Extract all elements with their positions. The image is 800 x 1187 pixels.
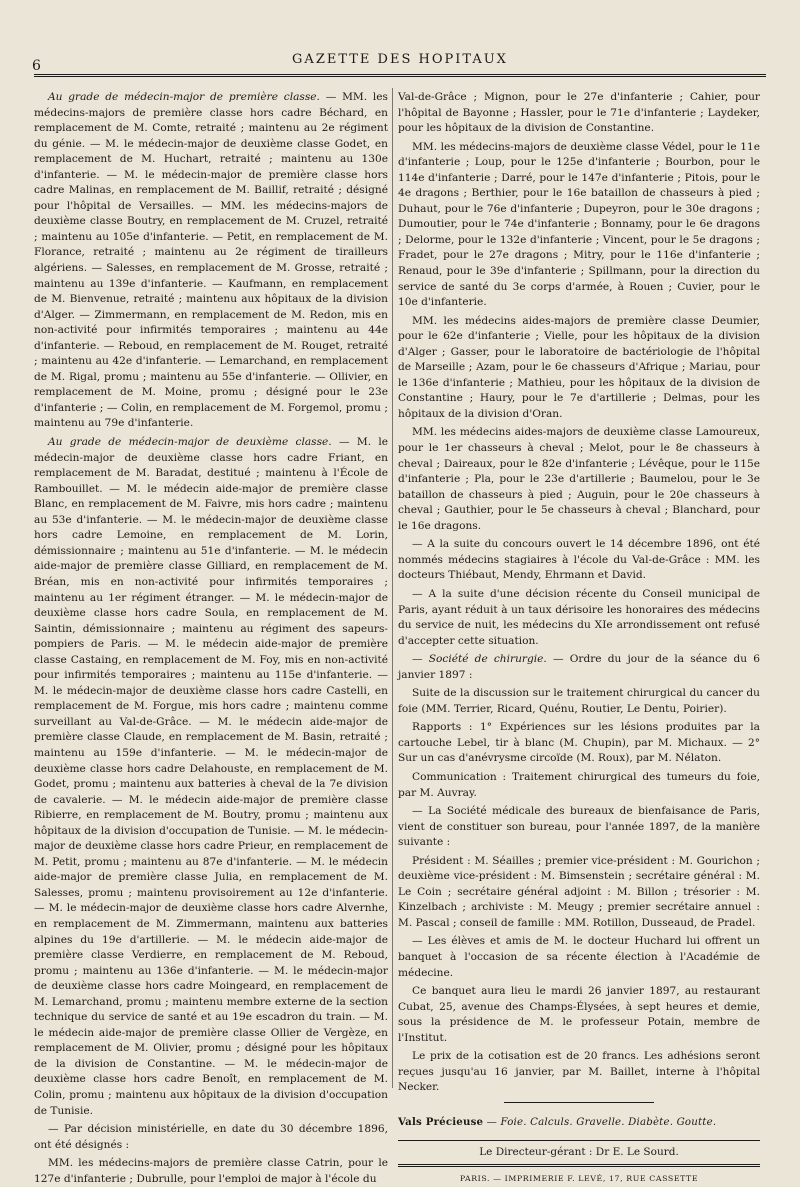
- paragraph-text: — MM. les médecins-majors de première classe hors cadre Béchard, en remplacement de M. Comte, retraité ; maintenu au 2e régiment du génie. — M. le médecin-major de deuxième classe Godet, en remplacement de M. Huchart, retraité ; maintenu au 130e d'infanterie. — M. le médecin-major de première classe hors cadre Malinas, en remplacement de M. Baillif, retraité ; désigné pour l'hôpital de Versailles. — MM. les médecins-majors de deuxième classe Boutry, en remplacement de M. Cruzel, retraité ; maintenu au 105e d'infanterie. — Petit, en remplacement de M. Florance, retraité ; maintenu au 2e régiment de tirailleurs algériens. — Salesses, en remplacement de M. Grosse, retraité ; maintenu au 139e d'infanterie. — Kaufmann, en remplacement de M. Bienvenue, retraité ; maintenu aux hôpitaux de la division d'Alger. — Zimmermann, en remplacement de M. Redon, mis en non-activité pour infirmités temporaires ; maintenu au 44e d'infanterie. — Reboud, en remplacement de M. Rouget, retraité ; maintenu au 42e d'infanterie. — Lemarchand, en remplacement de M. Rigal, promu ; maintenu au 55e d'infanterie. — Ollivier, en remplacement de M. Moine, promu ; désigné pour le 23e d'infanterie ; — Colin, en remplacement de M. Forgemol, promu ; maintenu au 79e d'infanterie.: [34, 91, 388, 430]
- paragraph: Suite de la discussion sur le traitement chirurgical du cancer du foie (MM. Terrier, Ricard, Quénu, Routier, Le Dentu, Poirier).: [398, 687, 760, 715]
- section-rule: [504, 1102, 654, 1103]
- ad-label: Vals Précieuse: [398, 1115, 484, 1128]
- paragraph: MM. les médecins-majors de deuxième classe Védel, pour le 11e d'infanterie ; Loup, pour le 125e d'infanterie ; Bourbon, pour le 114e d'infanterie ; Darré, pour le 147e d'infanterie ; Pitois, pour le 4e dragons ; Berthier, pour le 16e bataillon de chasseurs à pied ; Duhaut, pour le 76e d'infanterie ; Dupeyron, pour le 30e dragons ; Dumoutier, pour le 74e d'infanterie ; Bonnamy, pour le 6e dragons ; Delorme, pour le 132e d'infanterie ; Vincent, pour le 5e dragons ; Fradet, pour le 27e dragons ; Mitry, pour le 116e d'infanterie ; Renaud, pour le 39e d'infanterie ; Spillmann, pour la direction du service de santé du 3e corps d'armée, à Rouen ; Cuvier, pour le 10e d'infanterie.: [398, 140, 760, 309]
- column-divider: [392, 88, 393, 1088]
- section-title: Au grade de médecin-major de première classe.: [48, 91, 320, 103]
- printer-imprint: PARIS. — IMPRIMERIE F. LEVÉ, 17, RUE CASSETTE: [459, 1174, 699, 1183]
- section-title: — Société de chirurgie.: [412, 653, 547, 666]
- paragraph: MM. les médecins aides-majors de deuxième classe Lamoureux, pour le 1er chasseurs à cheval ; Melot, pour le 8e chasseurs à cheval ; Daireaux, pour le 82e d'infanterie ; Lévêque, pour le 115e d'infanterie ; Pla, pour le 23e d'artillerie ; Baumelou, pour le 3e bataillon de chasseurs à pied ; Auguin, pour le 20e chasseurs à cheval ; Gauthier, pour le 5e chasseurs à cheval ; Blanchard, pour le 16e dragons.: [398, 426, 760, 532]
- paragraph: [34, 435, 388, 1119]
- paragraph: [398, 652, 760, 683]
- header-rule: [34, 74, 766, 77]
- paragraph: Communication : Traitement chirurgical des tumeurs du foie, par M. Auvray.: [398, 770, 760, 799]
- running-head: GAZETTE DES HOPITAUX: [292, 52, 508, 67]
- paragraph: — A la suite du concours ouvert le 14 décembre 1896, ont été nommés médecins stagiaires à l'école du Val-de-Grâce : MM. les docteurs Thiébaut, Mendy, Ehrmann et David.: [398, 538, 760, 582]
- paragraph: MM. les médecins aides-majors de première classe Deumier, pour le 62e d'infanterie ; Vielle, pour les hôpitaux de la division d'Alger ; Gasser, pour le laboratoire de bactériologie de l'hôpital de Marseille ; Azam, pour le 6e chasseurs d'Afrique ; Mariau, pour le 136e d'infanterie ; Mathieu, pour les hôpitaux de la division de Constantine ; Haury, pour le 7e d'artillerie ; Delmas, pour les hôpitaux de la division d'Oran.: [398, 314, 760, 420]
- paragraph: Le prix de la cotisation est de 20 francs. Les adhésions seront reçues jusqu'au 16 janvier, par M. Baillet, interne à l'hôpital Necker.: [398, 1050, 760, 1094]
- paragraph: — A la suite d'une décision récente du Conseil municipal de Paris, ayant réduit à un taux dérisoire les honoraires des médecins du service de nuit, les médecins du XIe arrondissement ont refusé d'accepter cette situation.: [398, 587, 760, 647]
- page-number: 6: [32, 58, 41, 74]
- left-column: [34, 90, 389, 1185]
- paragraph-text: — Ordre du jour de la séance du 6 janvier 1897 :: [398, 653, 760, 681]
- paragraph: Val-de-Grâce ; Mignon, pour le 27e d'infanterie ; Cahier, pour l'hôpital de Bayonne ; Hassler, pour le 71e d'infanterie ; Laydeker, pour les hôpitaux de la division de Constantine.: [398, 91, 760, 135]
- publisher-line: Le Directeur-gérant : Dr E. Le Sourd.: [479, 1146, 679, 1159]
- right-column: [398, 90, 760, 1183]
- paragraph: — Les élèves et amis de M. le docteur Huchard lui offrent un banquet à l'occasion de sa récente élection à l'Académie de médecine.: [398, 935, 760, 979]
- paragraph: — La Société médicale des bureaux de bienfaisance de Paris, vient de constituer son bureau, pour l'année 1897, de la manière suivante :: [398, 805, 760, 849]
- advertisement: [398, 1115, 760, 1131]
- paragraph: — Par décision ministérielle, en date du 30 décembre 1896, ont été désignés :: [34, 1123, 388, 1151]
- section-title: Au grade de médecin-major de deuxième classe.: [48, 436, 332, 449]
- ad-text: — Foie. Calculs. Gravelle. Diabète. Goutte.: [483, 1116, 717, 1128]
- paragraph: [34, 90, 388, 432]
- paragraph: Président : M. Séailles ; premier vice-président : M. Gourichon ; deuxième vice-président : M. Bimsenstein ; secrétaire général : M. Le Coin ; secrétaire général adjoint : M. Billon ; trésorier : M. Kinzelbach ; archiviste : M. Meugy ; premier secrétaire annuel : M. Pascal ; conseil de famille : MM. Rotillon, Dusseaud, de Pradel.: [398, 854, 760, 929]
- paragraph-text: — M. le médecin-major de deuxième classe hors cadre Friant, en remplacement de M. Baradat, destitué ; maintenu à l'École de Rambouillet. — M. le médecin aide-major de première classe Blanc, en remplacement de M. Faivre, mis hors cadre ; maintenu au 53e d'infanterie. — M. le médecin-major de deuxième classe hors cadre Lemoine, en remplacement de M. Lorin, démissionnaire ; maintenu au 51e d'infanterie. — M. le médecin aide-major de première classe Gilliard, en remplacement de M. Bréan, mis en non-activité pour infirmités temporaires ; maintenu au 1er régiment étranger. — M. le médecin-major de deuxième classe hors cadre Soula, en remplacement de M. Saintin, démissionnaire ; maintenu au régiment des sapeurs-pompiers de Paris. — M. le médecin aide-major de première classe Castaing, en remplacement de M. Foy, mis en non-activité pour infirmités temporaires ; maintenu au 115e d'infanterie. — M. le médecin-major de deuxième classe hors cadre Castelli, en remplacement de M. Forgue, mis hors cadre ; maintenu comme surveillant au Val-de-Grâce. — M. le médecin aide-major de première classe Claude, en remplacement de M. Basin, retraité ; maintenu au 159e d'infanterie. — M. le médecin-major de deuxième classe hors cadre Delahouste, en remplacement de M. Godet, promu ; maintenu aux batteries à cheval de la 7e division de cavalerie. — M. le médecin aide-major de première classe Ribierre, en remplacement de M. Boutry, promu ; maintenu aux hôpitaux de la division d'occupation de Tunisie. — M. le médecin-major de deuxième classe hors cadre Prieur, en remplacement de M. Petit, promu ; maintenu au 87e d'infanterie. — M. le médecin aide-major de première classe Julia, en remplacement de M. Salesses, promu ; maintenu provisoirement au 12e d'infanterie. — M. le médecin-major de deuxième classe hors cadre Alvernhe, en remplacement de M. Zimmermann, maintenu aux batteries alpines du 19e d'artillerie. — M. le médecin aide-major de première classe Verdierre, en remplacement de M. Reboud, promu ; maintenu au 136e d'infanterie. — M. le médecin-major de deuxième classe hors cadre Moingeard, en remplacement de M. Lemarchand, promu ; maintenu membre externe de la section technique du service de santé et au 19e escadron du train. — M. le médecin aide-major de première classe Ollier de Vergèze, en remplacement de M. Olivier, promu ; désigné pour les hôpitaux de la division de Constantine. — M. le médecin-major de deuxième classe hors cadre Benoît, en remplacement de M. Colin, promu ; maintenu aux hôpitaux de la division d'occupation de Tunisie.: [34, 436, 389, 1117]
- paragraph: Rapports : 1° Expériences sur les lésions produites par la cartouche Lebel, tir à blanc (M. Chupin), par M. Michaux. — 2° Sur un cas d'anévrysme circoïde (M. Roux), par M. Nélaton.: [398, 721, 760, 765]
- paragraph: Ce banquet aura lieu le mardi 26 janvier 1897, au restaurant Cubat, 25, avenue des Champs-Élysées, à sept heures et demie, sous la présidence de M. le professeur Potain, membre de l'Institut.: [398, 985, 760, 1044]
- paragraph: MM. les médecins-majors de première classe Catrin, pour le 127e d'infanterie ; Dubrulle, pour l'emploi de major à l'école du: [34, 1157, 388, 1185]
